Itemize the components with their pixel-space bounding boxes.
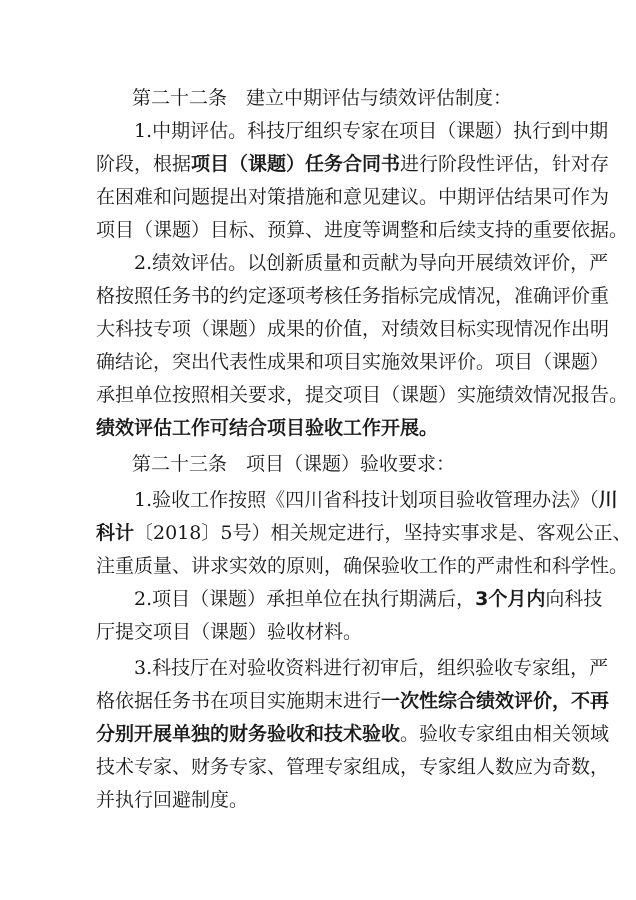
paragraph-line: 确结论，突出代表性成果和项目实施效果评价。项目（课题） xyxy=(96,351,610,373)
article-22-heading: 第二十二条 建立中期评估与绩效评估制度： xyxy=(132,87,513,109)
bold-term: 分别开展单独的财务验收和技术验收 xyxy=(96,723,401,745)
article-23-heading: 第二十三条 项目（课题）验收要求： xyxy=(132,453,456,475)
bold-term: 项目（课题）任务合同书 xyxy=(191,153,401,175)
paragraph-line: 1.验收工作按照《四川省科技计划项目验收管理办法》（川 xyxy=(134,489,618,511)
paragraph-line: 科计〔2018〕5号）相关规定进行，坚持实事求是、客观公正、 xyxy=(96,522,632,544)
paragraph-line: 承担单位按照相关要求，提交项目（课题）实施绩效情况报告。 xyxy=(96,384,629,406)
bold-term: 一次性综合绩效评价，不再 xyxy=(381,690,610,712)
paragraph-line: 分别开展单独的财务验收和技术验收。验收专家组由相关领域 xyxy=(96,723,610,745)
bold-term: 科计 xyxy=(96,522,135,544)
paragraph-line: 阶段，根据项目（课题）任务合同书进行阶段性评估，针对存 xyxy=(96,153,610,175)
paragraph-line: 注重质量、讲求实效的原则，确保验收工作的严肃性和科学性。 xyxy=(96,555,629,577)
bold-term: 3个月内 xyxy=(475,588,546,610)
paragraph-line: 在困难和问题提出对策措施和意见建议。中期评估结果可作为 xyxy=(96,186,610,208)
bold-term: 川 xyxy=(598,489,618,511)
paragraph-line: 并执行回避制度。 xyxy=(96,789,249,811)
paragraph-line: 项目（课题）目标、预算、进度等调整和后续支持的重要依据。 xyxy=(96,219,629,241)
paragraph-line: 格依据任务书在项目实施期末进行一次性综合绩效评价，不再 xyxy=(96,690,610,712)
paragraph-line: 3.科技厅在对验收资料进行初审后，组织验收专家组，严 xyxy=(134,657,609,679)
bold-sentence: 绩效评估工作可结合项目验收工作开展。 xyxy=(96,417,439,439)
paragraph-line: 2.绩效评估。以创新质量和贡献为导向开展绩效评价，严 xyxy=(134,252,609,274)
paragraph-line xyxy=(96,415,438,441)
paragraph-line: 大科技专项（课题）成果的价值，对绩效目标实现情况作出明 xyxy=(96,318,610,340)
paragraph-line: 技术专家、财务专家、管理专家组成，专家组人数应为奇数， xyxy=(96,756,610,778)
paragraph-line: 格按照任务书的约定逐项考核任务指标完成情况，准确评价重 xyxy=(96,285,610,307)
paragraph-line: 厅提交项目（课题）验收材料。 xyxy=(96,621,363,643)
paragraph-line: 2.项目（课题）承担单位在执行期满后，3个月内向科技 xyxy=(134,588,603,610)
paragraph-line: 1.中期评估。科技厅组织专家在项目（课题）执行到中期 xyxy=(134,120,609,142)
